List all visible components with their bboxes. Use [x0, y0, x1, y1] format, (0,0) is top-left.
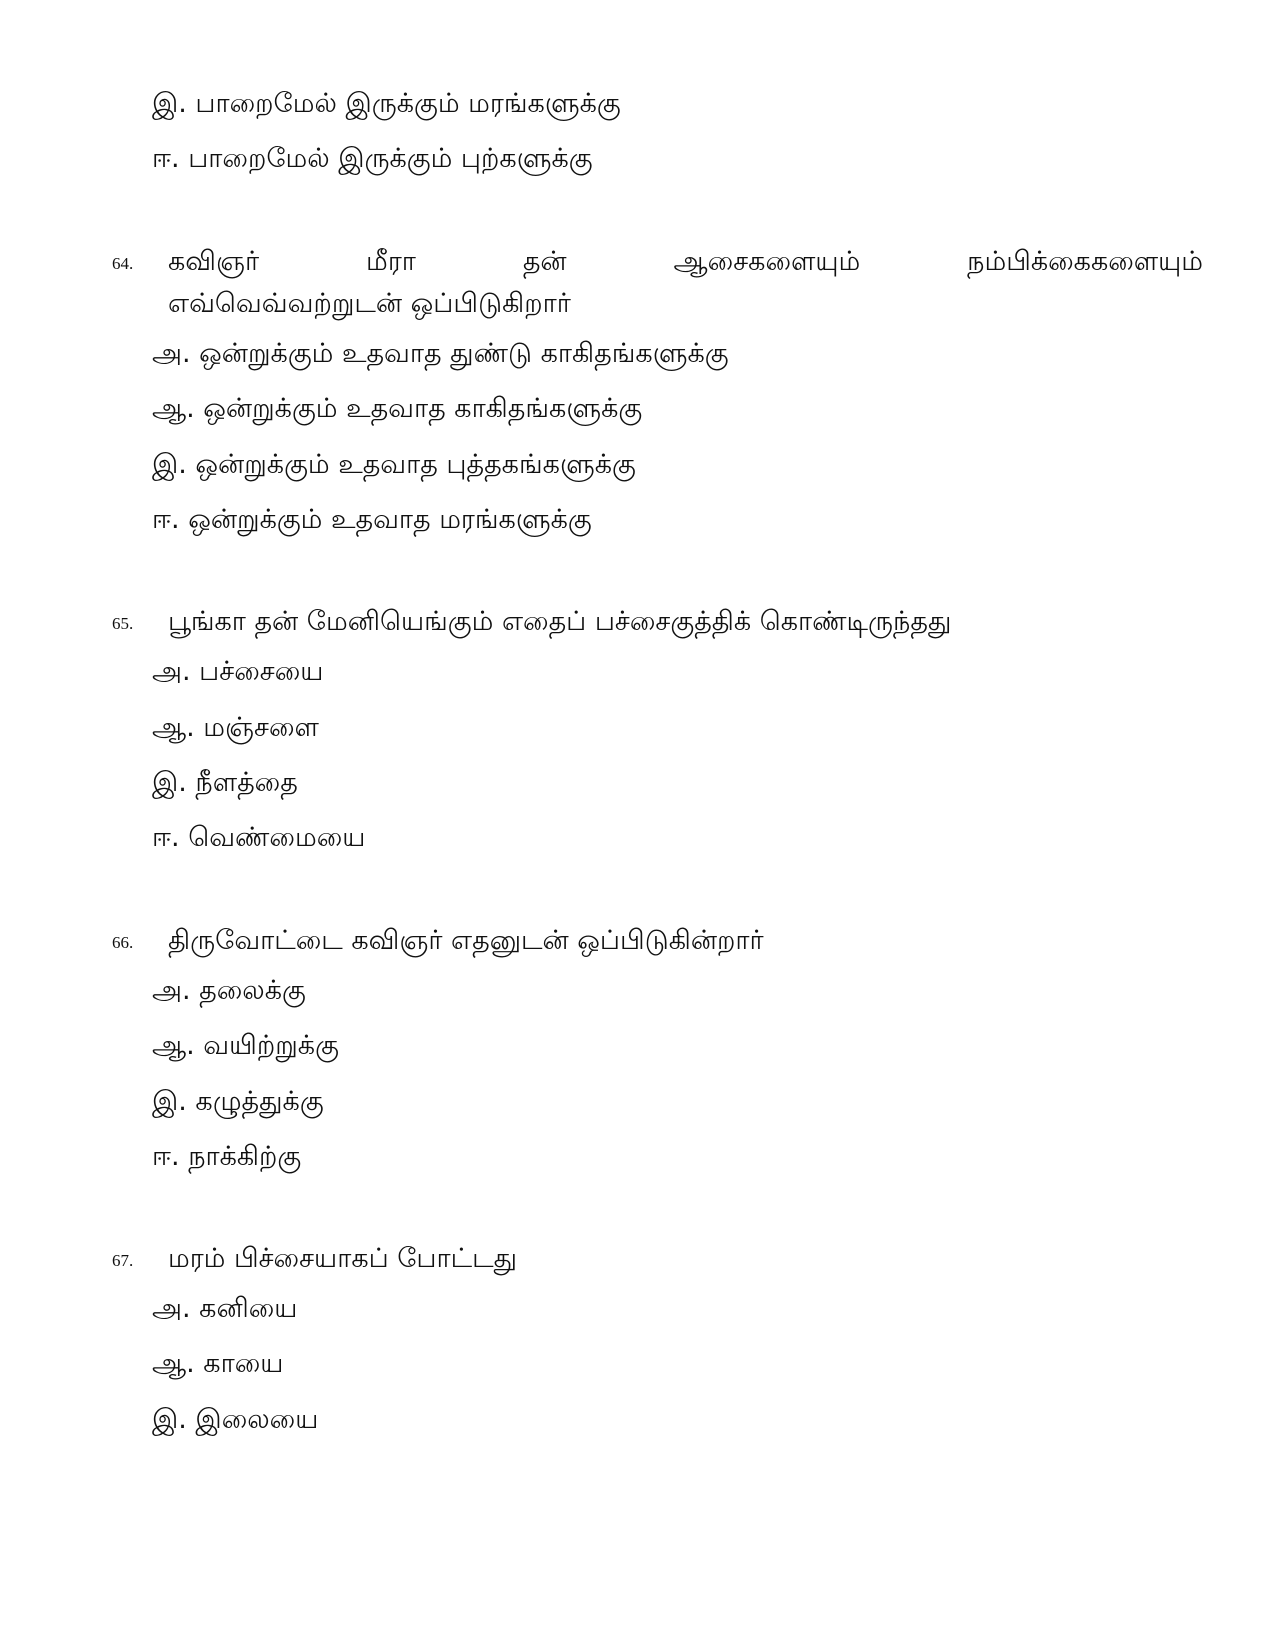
option-67-b: ஆ. காயை — [152, 1348, 284, 1379]
option-65-a: அ. பச்சையை — [152, 656, 324, 687]
question-64-word: கவிஞர் — [168, 246, 260, 277]
option-65-b: ஆ. மஞ்சளை — [152, 712, 319, 743]
question-65-number: 65. — [112, 614, 134, 633]
option-67-c: இ. இலையை — [152, 1404, 319, 1435]
question-67-text: மரம் பிச்சையாகப் போட்டது — [168, 1243, 518, 1274]
question-64-number: 64. — [112, 254, 134, 273]
question-64-text-line2: எவ்வெவ்வற்றுடன் ஒப்பிடுகிறார் — [168, 288, 571, 319]
question-64-word: தன் — [522, 246, 567, 277]
option-66-d: ஈ. நாக்கிற்கு — [152, 1141, 302, 1172]
question-66-text: திருவோட்டை கவிஞர் எதனுடன் ஒப்பிடுகின்றார் — [168, 925, 764, 956]
option-prev-i: இ. பாறைமேல் இருக்கும் மரங்களுக்கு — [152, 88, 621, 119]
option-64-a: அ. ஒன்றுக்கும் உதவாத துண்டு காகிதங்களுக்கு — [152, 338, 729, 369]
question-64-text — [168, 244, 1203, 280]
option-65-c: இ. நீளத்தை — [152, 767, 298, 798]
option-67-a: அ. கனியை — [152, 1293, 298, 1324]
option-64-c: இ. ஒன்றுக்கும் உதவாத புத்தகங்களுக்கு — [152, 449, 636, 480]
option-65-d: ஈ. வெண்மையை — [152, 822, 366, 853]
question-64-word: நம்பிக்கைகளையும் — [967, 246, 1203, 277]
option-prev-ii: ஈ. பாறைமேல் இருக்கும் புற்களுக்கு — [152, 143, 593, 174]
question-67-number: 67. — [112, 1251, 134, 1270]
question-64-word: ஆசைகளையும் — [673, 246, 861, 277]
question-66-number: 66. — [112, 933, 134, 952]
option-66-b: ஆ. வயிற்றுக்கு — [152, 1030, 339, 1061]
option-66-a: அ. தலைக்கு — [152, 975, 306, 1006]
question-65-text: பூங்கா தன் மேனியெங்கும் எதைப் பச்சைகுத்திக் கொண்டிருந்தது — [168, 606, 952, 637]
question-64-word: மீரா — [366, 246, 416, 277]
option-66-c: இ. கழுத்துக்கு — [152, 1086, 324, 1117]
option-64-b: ஆ. ஒன்றுக்கும் உதவாத காகிதங்களுக்கு — [152, 393, 643, 424]
option-64-d: ஈ. ஒன்றுக்கும் உதவாத மரங்களுக்கு — [152, 504, 592, 535]
